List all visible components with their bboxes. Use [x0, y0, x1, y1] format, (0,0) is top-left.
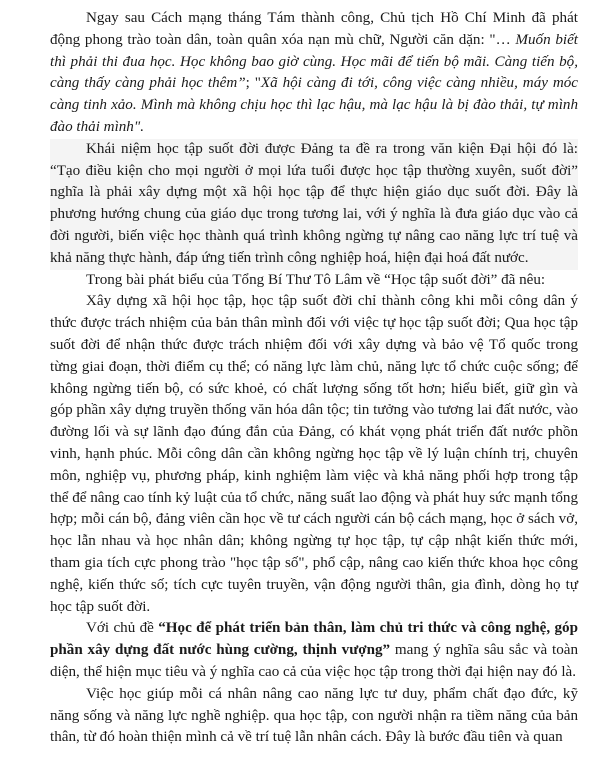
paragraph-general-secretary-intro: Trong bài phát biểu của Tổng Bí Thư Tô Lâm về “Học tập suốt đời” đã nêu: [86, 271, 546, 288]
theme-intro-text: Với chủ đề [86, 620, 159, 637]
quote-separator: ; " [245, 75, 261, 92]
paragraph-lifelong-learning-concept: Khái niệm học tập suốt đời được Đảng ta đề ra trong văn kiện Đại hội đó là: “Tạo điều kiện cho mọi người ở mọi lứa tuổi được học tập thường xuyên, suốt đời” nghĩa là phải xây dựng một xã hội học tập để thực hiện giáo dục suốt đời. Đây là phương hướng chung của giáo dục trong tương lai, với ý nghĩa là đưa giáo dục vào cả đời người, biến việc học thành quá trình không ngừng tự nâng cao năng lực trí tuệ và khả năng thực hành, đáp ứng tiến trình công nghiệp hoá, hiện đại hoá đất nước. [50, 139, 578, 270]
italic-quote-learning: Muốn biết thì phải thi đua học. Học không bao giờ cùng. Học mãi để tiến bộ mãi. Càng tiến bộ, càng thấy càng phải học thêm” [50, 31, 578, 92]
italic-quote-society: Xã hội càng đi tới, công việc càng nhiều, máy móc càng tinh xảo. Mình mà không chịu học thì lạc hậu, mà lạc hậu là bị đào thải, tự mình đào thải mình". [50, 75, 578, 135]
paragraph-ho-chi-minh-quote [50, 8, 578, 139]
bold-theme-title: “Học để phát triển bản thân, làm chủ tri thức và công nghệ, góp phần xây dựng đất nước hùng cường, thịnh vượng” [50, 620, 578, 659]
paragraph-intro-text: Ngay sau Cách mạng tháng Tám thành công, Chủ tịch Hồ Chí Minh đã phát động phong trào toàn dân, toàn quân xóa nạn mù chữ, Người căn dặn: "… [50, 10, 578, 48]
document-body [50, 8, 578, 749]
paragraph-learning-benefits: Việc học giúp mỗi cá nhân nâng cao năng lực tư duy, phẩm chất đạo đức, kỹ năng sống và năng lực nghề nghiệp. qua học tập, con người nhận ra tiềm năng của bản thân, từ đó hoàn thiện mình cả về trí tuệ lẫn nhân cách. Đây là bước đầu tiên và quan [50, 685, 578, 746]
paragraph-learning-society: Xây dựng xã hội học tập, học tập suốt đời chỉ thành công khi mỗi công dân ý thức được trách nhiệm của bản thân mình đối với việc tự học tập suốt đời; Qua học tập suốt đời để nhận thức được trách nhiệm đối với xây dựng và bảo vệ Tổ quốc trong từng giai đoạn, thời điểm cụ thể; có năng lực làm chủ, năng lực tổ chức cuộc sống; để không ngừng tiến bộ, có sức khoẻ, có chất lượng sống tốt hơn; hiểu biết, giữ gìn và góp phần xây dựng truyền thống văn hóa dân tộc; tin tưởng vào tương lai đất nước, vào đường lối và sự lãnh đạo đúng đắn của Đảng, có khát vọng phát triển đất nước phồn vinh, hạnh phúc. Mỗi công dân cần không ngừng học tập về lý luận chính trị, chuyên môn, nghiệp vụ, phương pháp, kinh nghiệm làm việc và khả năng phối hợp trong tập thể để nâng cao tính kỷ luật của tổ chức, năng suất lao động và phát huy sức mạnh tổng hợp; mỗi cán bộ, đảng viên cần học về tư cách người cán bộ cách mạng, học ở sách vở, học lẫn nhau và học nhân dân; không ngừng tự học tập, tự cập nhật kiến thức mới, tham gia tích cực phong trào "học tập số", phổ cập, nâng cao kiến thức khoa học công nghệ, kiến thức số; tích cực tuyên truyền, vận động người thân, gia đình, dòng họ tự học tập suốt đời. [50, 293, 578, 615]
theme-rest-text: mang ý nghĩa sâu sắc và toàn diện, thể hiện mục tiêu và ý nghĩa cao cả của việc học tập trong thời đại hiện nay đó là. [50, 642, 578, 680]
paragraph-theme [50, 618, 578, 683]
